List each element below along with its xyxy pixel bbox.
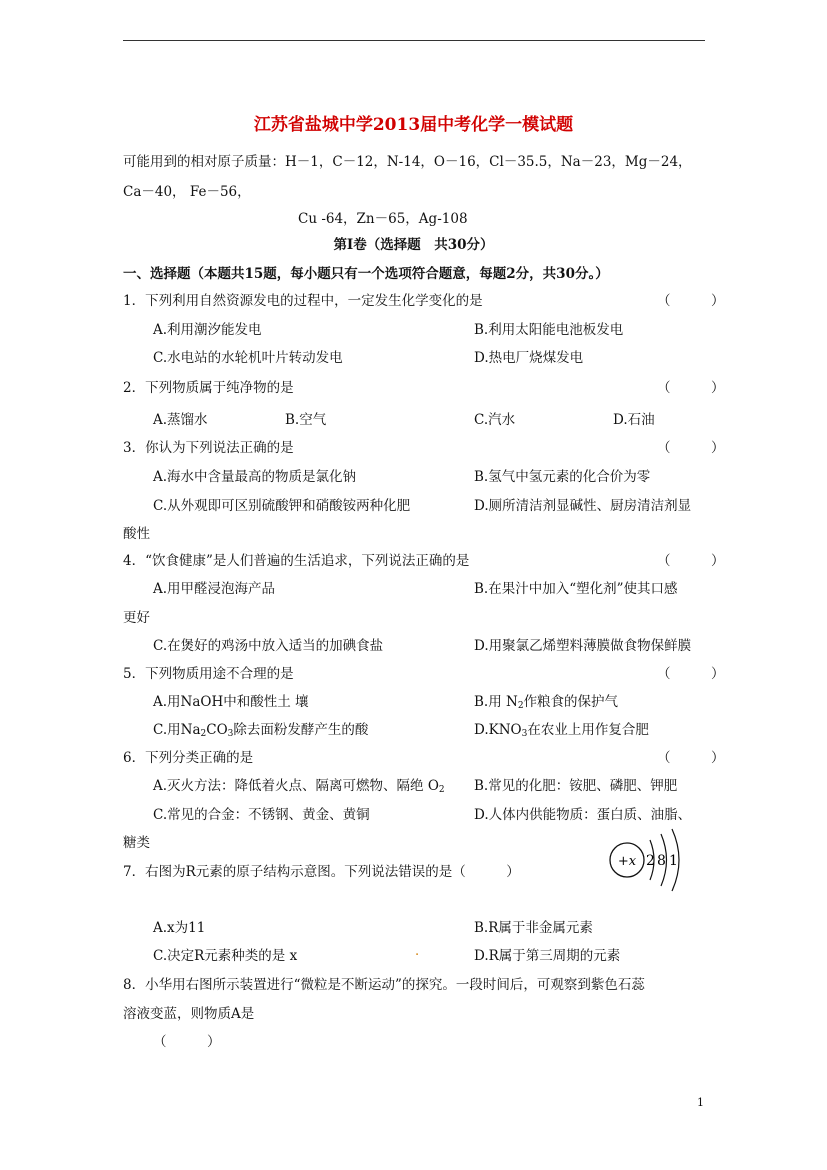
atom-structure-diagram — [600, 822, 695, 902]
question-3-stem: 3．你认为下列说法正确的是 — [123, 440, 294, 456]
q5-b-text-1: B.用 N — [474, 694, 518, 710]
q5-c-text-2: 除去面粉发酵产生的酸 — [233, 722, 369, 738]
q7-option-c: C.决定R元素种类的是 x — [153, 948, 298, 964]
q5-a-formula: NaOH — [180, 694, 224, 710]
answer-paren: （ ） — [657, 293, 725, 309]
q5-c-text-1: C.用 — [153, 722, 181, 738]
stray-dot: . — [415, 944, 420, 959]
q2-option-b: B.空气 — [285, 412, 327, 428]
q5-d-subscript: 3 — [521, 729, 528, 739]
q6-a-subscript: 2 — [438, 785, 445, 795]
q3-option-a: A.海水中含量最高的物质是氯化钠 — [153, 469, 357, 485]
atomic-mass-line-1: 可能用到的相对原子质量：H－1，C－12，N-14，O－16，Cl－35.5，Na－23，Mg－24， — [123, 154, 692, 170]
q1-option-b: B.利用太阳能电池板发电 — [474, 322, 624, 338]
q5-a-text-1: A.用 — [153, 694, 181, 710]
q5-d-text-2: 在农业上用作复合肥 — [527, 722, 649, 738]
q1-option-d: D.热电厂烧煤发电 — [474, 350, 584, 366]
question-8-line-2: 溶液变蓝，则物质A是 — [123, 1006, 255, 1022]
section-title: 第Ⅰ卷（选择题 共30分） — [333, 237, 494, 253]
q3-option-b: B.氢气中氢元素的化合价为零 — [474, 469, 651, 485]
q5-c-subscript-1: 2 — [200, 729, 207, 739]
q7-option-a: A.x为11 — [153, 920, 206, 936]
q5-b-subscript: 2 — [517, 701, 524, 711]
q5-option-b — [474, 690, 618, 711]
answer-paren: （ ） — [657, 380, 725, 396]
question-6-stem: 6．下列分类正确的是 — [123, 750, 254, 766]
q2-option-d: D.石油 — [613, 412, 655, 428]
q4-option-b-continued: 更好 — [123, 610, 150, 626]
q4-option-b: B.在果汁中加入“塑化剂”使其口感 — [474, 581, 678, 597]
answer-paren: （ ） — [657, 440, 725, 456]
q3-option-d-continued: 酸性 — [123, 526, 150, 542]
q3-option-c: C.从外观即可区别硫酸钾和硝酸铵两种化肥 — [153, 498, 411, 514]
answer-paren: （ ） — [657, 666, 725, 682]
question-7-stem: 7．右图为R元素的原子结构示意图。下列说法错误的是（ ） — [123, 864, 520, 880]
q2-option-a: A.蒸馏水 — [153, 412, 208, 428]
q5-b-text-2: 作粮食的保护气 — [523, 694, 619, 710]
q4-option-a: A.用甲醛浸泡海产品 — [153, 581, 276, 597]
question-2-stem: 2．下列物质属于纯净物的是 — [123, 380, 294, 396]
shell-electron-count: 8 — [657, 853, 666, 869]
header-rule — [123, 40, 705, 41]
q4-option-c: C.在煲好的鸡汤中放入适当的加碘食盐 — [153, 638, 384, 654]
q5-option-c — [153, 718, 368, 739]
q5-option-d — [474, 718, 649, 739]
shell-electron-count: 1 — [669, 853, 678, 869]
answer-paren: （ ） — [153, 1034, 221, 1050]
q5-c-formula-2: CO — [206, 722, 228, 738]
nucleus-label: +x — [617, 854, 637, 869]
atomic-mass-line-2: Ca－40， Fe－56， — [123, 184, 251, 200]
q5-d-text-1: D.KNO — [474, 722, 522, 738]
q7-option-d: D.R属于第三周期的元素 — [474, 948, 621, 964]
question-4-stem: 4．“饮食健康”是人们普遍的生活追求，下列说法正确的是 — [123, 553, 470, 569]
q5-c-formula-1: Na — [180, 722, 201, 738]
q6-option-d: D.人体内供能物质：蛋白质、油脂、 — [474, 807, 692, 823]
q6-option-c: C.常见的合金：不锈钢、黄金、黄铜 — [153, 807, 370, 823]
q2-option-c: C.汽水 — [474, 412, 516, 428]
q5-a-text-2: 中和酸性土 壤 — [223, 694, 309, 710]
q1-option-a: A.利用潮汐能发电 — [153, 322, 262, 338]
q6-option-a — [153, 774, 445, 795]
q6-a-text: A.灭火方法：降低着火点、隔离可燃物、隔绝 O — [153, 778, 439, 794]
shell-electron-count: 2 — [646, 853, 655, 869]
question-1-stem: 1．下列利用自然资源发电的过程中，一定发生化学变化的是 — [123, 293, 483, 309]
atomic-mass-line-3: Cu -64，Zn－65，Ag-108 — [298, 211, 468, 227]
q3-option-d: D.厕所清洁剂显碱性、厨房清洁剂显 — [474, 498, 692, 514]
section-instructions: 一、选择题（本题共15题，每小题只有一个选项符合题意，每题2分，共30分。） — [123, 266, 609, 282]
q4-option-d: D.用聚氯乙烯塑料薄膜做食物保鲜膜 — [474, 638, 692, 654]
q7-option-b: B.R属于非金属元素 — [474, 920, 593, 936]
question-5-stem: 5．下列物质用途不合理的是 — [123, 666, 294, 682]
q6-option-d-continued: 糖类 — [123, 835, 150, 851]
q6-option-b: B.常见的化肥：铵肥、磷肥、钾肥 — [474, 778, 678, 794]
page-title: 江苏省盐城中学2013届中考化学一模试题 — [253, 115, 574, 135]
answer-paren: （ ） — [657, 553, 725, 569]
page-number: 1 — [697, 1096, 704, 1109]
q1-option-c: C.水电站的水轮机叶片转动发电 — [153, 350, 343, 366]
question-8-line-1: 8．小华用右图所示装置进行“微粒是不断运动”的探究。一段时间后，可观察到紫色石蕊 — [123, 977, 645, 993]
q5-c-subscript-2: 3 — [227, 729, 234, 739]
q5-option-a — [153, 690, 309, 710]
answer-paren: （ ） — [657, 750, 725, 766]
